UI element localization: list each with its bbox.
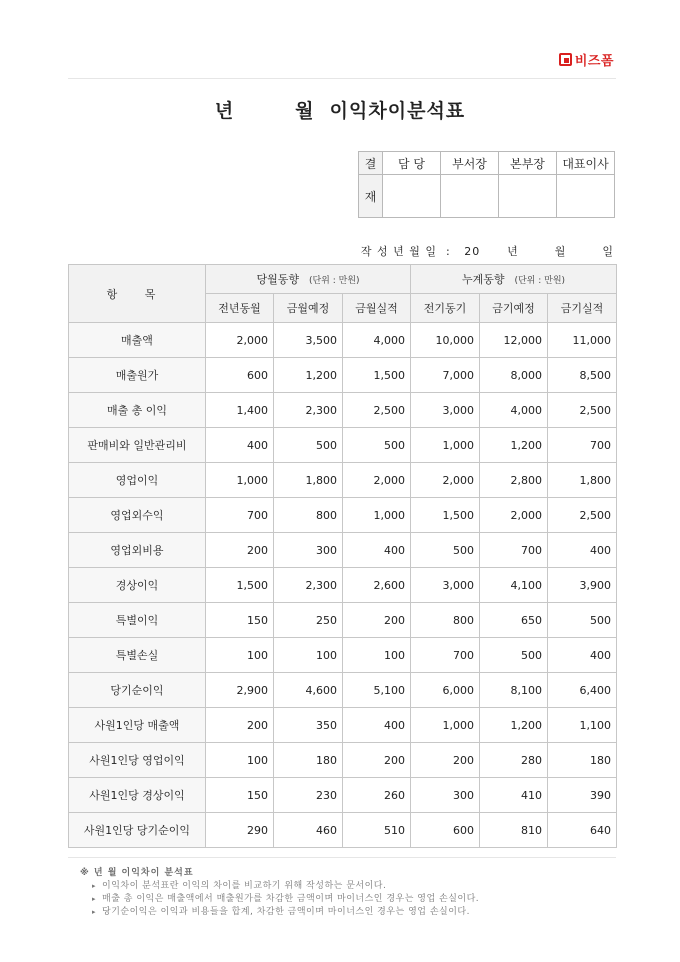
row-value-cell: 2,500	[343, 393, 411, 428]
row-value-cell: 280	[480, 743, 548, 778]
table-row	[69, 323, 617, 358]
row-value-cell: 400	[548, 638, 617, 673]
notes-title: ※ 년 월 이익차이 분석표	[80, 868, 194, 878]
row-value-cell: 1,000	[343, 498, 411, 533]
row-value-cell: 100	[206, 743, 274, 778]
row-value-cell: 1,100	[548, 708, 617, 743]
row-item-name: 사원1인당 영업이익	[69, 743, 206, 778]
table-row	[69, 358, 617, 393]
row-value-cell: 800	[411, 603, 480, 638]
row-value-cell: 11,000	[548, 323, 617, 358]
row-value-cell: 200	[343, 603, 411, 638]
row-value-cell: 3,000	[411, 393, 480, 428]
row-value-cell: 180	[274, 743, 343, 778]
row-item-name: 사원1인당 경상이익	[69, 778, 206, 813]
row-value-cell: 650	[480, 603, 548, 638]
current-month-unit: (단위 : 만원)	[308, 276, 360, 286]
row-value-cell: 200	[411, 743, 480, 778]
table-row	[69, 638, 617, 673]
approval-header-dept-head: 부서장	[441, 152, 499, 175]
row-value-cell: 100	[274, 638, 343, 673]
row-value-cell: 510	[343, 813, 411, 848]
cumulative-group-header	[411, 265, 617, 294]
row-value-cell: 2,600	[343, 568, 411, 603]
row-value-cell: 150	[206, 603, 274, 638]
row-value-cell: 410	[480, 778, 548, 813]
row-value-cell: 460	[274, 813, 343, 848]
row-value-cell: 290	[206, 813, 274, 848]
row-value-cell: 1,000	[411, 708, 480, 743]
row-value-cell: 700	[411, 638, 480, 673]
row-value-cell: 500	[343, 428, 411, 463]
row-value-cell: 2,300	[274, 393, 343, 428]
table-row	[69, 743, 617, 778]
row-value-cell: 4,100	[480, 568, 548, 603]
note-item: ▸ 당기순이익은 이익과 비용들을 합계, 차감한 금액이며 마이너스인 경우는 영업 손실이다.	[80, 906, 479, 919]
row-value-cell: 400	[206, 428, 274, 463]
row-value-cell: 640	[548, 813, 617, 848]
row-value-cell: 2,300	[274, 568, 343, 603]
note-item: ▸ 매출 총 이익은 매출액에서 매출원가를 차감한 금액이며 마이너스인 경우는 영업 손실이다.	[80, 893, 479, 906]
row-value-cell: 1,200	[274, 358, 343, 393]
approval-side-label-bottom: 재	[359, 175, 383, 218]
row-value-cell: 500	[274, 428, 343, 463]
row-value-cell: 230	[274, 778, 343, 813]
approval-header-manager: 담 당	[383, 152, 441, 175]
row-value-cell: 3,500	[274, 323, 343, 358]
row-value-cell: 400	[343, 533, 411, 568]
row-value-cell: 1,000	[206, 463, 274, 498]
row-value-cell: 200	[343, 743, 411, 778]
row-value-cell: 2,000	[206, 323, 274, 358]
row-value-cell: 2,900	[206, 673, 274, 708]
col-header-period-actual: 금기실적	[548, 294, 617, 323]
row-value-cell: 260	[343, 778, 411, 813]
row-item-name: 매출액	[69, 323, 206, 358]
approval-sign-division-head[interactable]	[499, 175, 557, 218]
note-item: ▸ 이익차이 분석표란 이익의 차이를 비교하기 위해 작성하는 문서이다.	[80, 880, 479, 893]
row-value-cell: 1,500	[343, 358, 411, 393]
row-value-cell: 4,600	[274, 673, 343, 708]
approval-sign-manager[interactable]	[383, 175, 441, 218]
page-title: 년 월 이익차이분석표	[214, 100, 466, 122]
approval-side-label-top: 결	[359, 152, 383, 175]
col-header-month-plan: 금월예정	[274, 294, 343, 323]
col-header-prev-period: 전기동기	[411, 294, 480, 323]
col-header-period-plan: 금기예정	[480, 294, 548, 323]
row-value-cell: 100	[206, 638, 274, 673]
approval-box	[358, 151, 615, 218]
col-header-month-actual: 금월실적	[343, 294, 411, 323]
row-item-name: 영업외수익	[69, 498, 206, 533]
table-row	[69, 708, 617, 743]
approval-sign-ceo[interactable]	[557, 175, 615, 218]
date-line: 작 성 년 월 일 : 20 년 월 일	[360, 245, 614, 258]
row-value-cell: 3,900	[548, 568, 617, 603]
row-value-cell: 350	[274, 708, 343, 743]
row-value-cell: 810	[480, 813, 548, 848]
table-row	[69, 463, 617, 498]
row-item-name: 사원1인당 매출액	[69, 708, 206, 743]
row-value-cell: 300	[411, 778, 480, 813]
cumulative-unit: (단위 : 만원)	[514, 276, 566, 286]
header-divider	[68, 78, 616, 79]
row-value-cell: 300	[274, 533, 343, 568]
row-value-cell: 700	[480, 533, 548, 568]
row-value-cell: 7,000	[411, 358, 480, 393]
row-value-cell: 1,500	[411, 498, 480, 533]
row-value-cell: 10,000	[411, 323, 480, 358]
row-value-cell: 400	[548, 533, 617, 568]
row-value-cell: 1,400	[206, 393, 274, 428]
row-value-cell: 8,100	[480, 673, 548, 708]
row-item-name: 판매비와 일반관리비	[69, 428, 206, 463]
approval-header-ceo: 대표이사	[557, 152, 615, 175]
brand-logo-text: 비즈폼	[574, 54, 614, 69]
row-value-cell: 390	[548, 778, 617, 813]
row-value-cell: 5,100	[343, 673, 411, 708]
table-row	[69, 778, 617, 813]
approval-sign-dept-head[interactable]	[441, 175, 499, 218]
row-value-cell: 200	[206, 533, 274, 568]
row-value-cell: 1,800	[274, 463, 343, 498]
row-value-cell: 6,400	[548, 673, 617, 708]
row-value-cell: 600	[411, 813, 480, 848]
table-row	[69, 813, 617, 848]
row-value-cell: 6,000	[411, 673, 480, 708]
row-value-cell: 600	[206, 358, 274, 393]
row-value-cell: 3,000	[411, 568, 480, 603]
row-item-name: 경상이익	[69, 568, 206, 603]
row-item-name: 사원1인당 당기순이익	[69, 813, 206, 848]
row-item-name: 매출원가	[69, 358, 206, 393]
row-value-cell: 700	[548, 428, 617, 463]
row-value-cell: 500	[548, 603, 617, 638]
table-row	[69, 533, 617, 568]
current-month-group-label: 당월동향	[256, 273, 299, 286]
row-value-cell: 2,500	[548, 498, 617, 533]
row-item-name: 영업외비용	[69, 533, 206, 568]
row-item-name: 특별이익	[69, 603, 206, 638]
row-value-cell: 2,500	[548, 393, 617, 428]
row-value-cell: 700	[206, 498, 274, 533]
row-item-name: 특별손실	[69, 638, 206, 673]
col-header-prev-year-month: 전년동월	[206, 294, 274, 323]
row-value-cell: 4,000	[343, 323, 411, 358]
table-body	[69, 323, 617, 848]
brand-logo	[559, 50, 614, 69]
row-item-name: 매출 총 이익	[69, 393, 206, 428]
bizform-logo-icon	[559, 53, 572, 66]
row-value-cell: 1,200	[480, 428, 548, 463]
row-value-cell: 800	[274, 498, 343, 533]
table-row	[69, 673, 617, 708]
footer-divider	[68, 857, 616, 858]
row-item-name: 당기순이익	[69, 673, 206, 708]
row-value-cell: 1,200	[480, 708, 548, 743]
table-row	[69, 603, 617, 638]
approval-header-division-head: 본부장	[499, 152, 557, 175]
table-row	[69, 393, 617, 428]
table-row	[69, 498, 617, 533]
row-value-cell: 100	[343, 638, 411, 673]
cumulative-group-label: 누계동향	[461, 273, 505, 286]
profit-analysis-table	[68, 264, 617, 848]
row-value-cell: 8,500	[548, 358, 617, 393]
row-value-cell: 200	[206, 708, 274, 743]
row-value-cell: 1,000	[411, 428, 480, 463]
row-value-cell: 500	[411, 533, 480, 568]
row-item-name: 영업이익	[69, 463, 206, 498]
item-column-header: 항 목	[69, 265, 206, 323]
row-value-cell: 2,000	[343, 463, 411, 498]
table-row	[69, 428, 617, 463]
row-value-cell: 1,500	[206, 568, 274, 603]
row-value-cell: 180	[548, 743, 617, 778]
table-row	[69, 568, 617, 603]
current-month-group-header	[206, 265, 411, 294]
row-value-cell: 2,000	[411, 463, 480, 498]
row-value-cell: 1,800	[548, 463, 617, 498]
notes-section	[80, 867, 479, 919]
row-value-cell: 400	[343, 708, 411, 743]
row-value-cell: 2,800	[480, 463, 548, 498]
row-value-cell: 2,000	[480, 498, 548, 533]
row-value-cell: 500	[480, 638, 548, 673]
row-value-cell: 4,000	[480, 393, 548, 428]
row-value-cell: 8,000	[480, 358, 548, 393]
row-value-cell: 12,000	[480, 323, 548, 358]
row-value-cell: 150	[206, 778, 274, 813]
row-value-cell: 250	[274, 603, 343, 638]
